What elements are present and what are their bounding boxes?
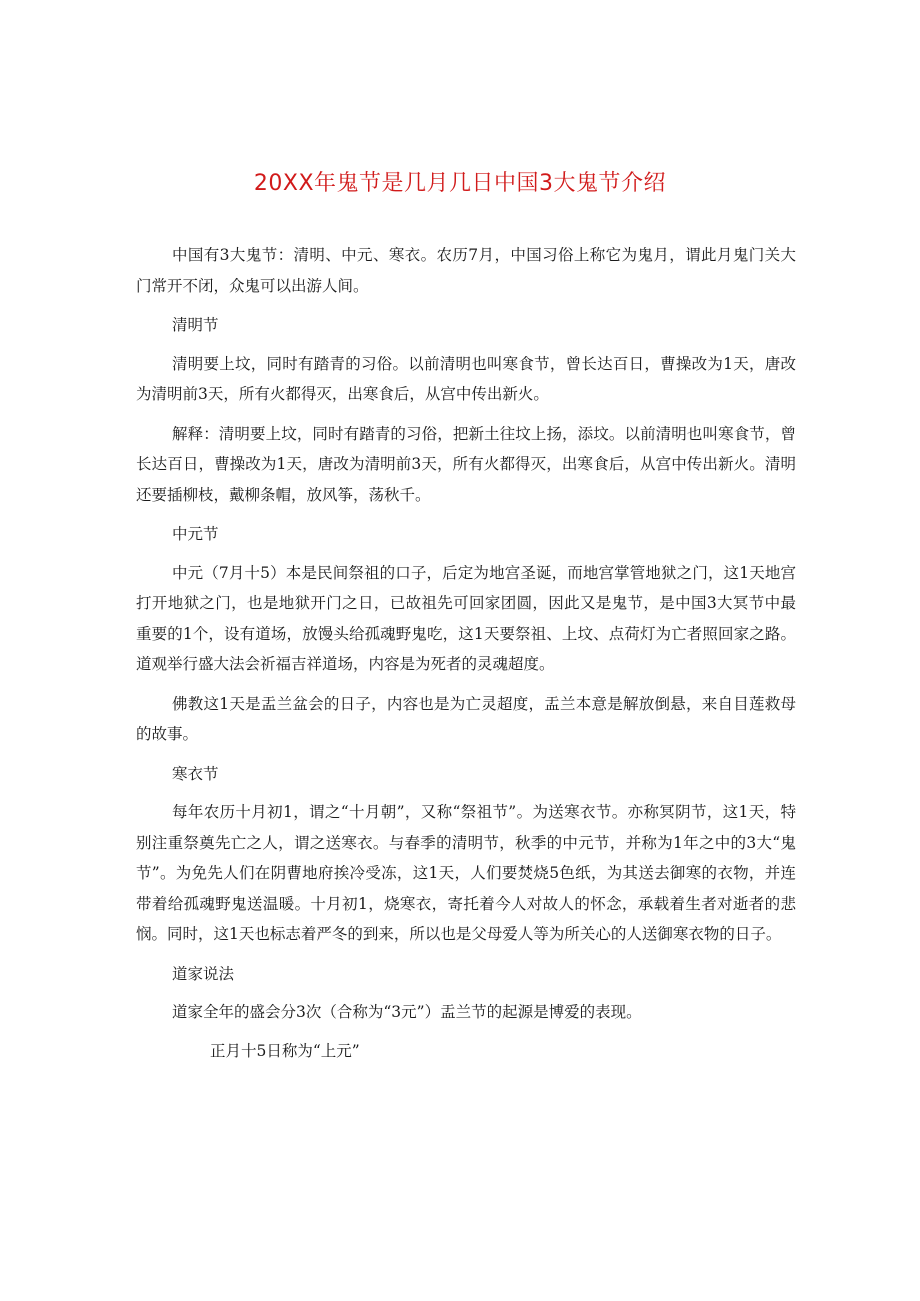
zhongyuan-paragraph: 中元（7月十5）本是民间祭祖的口子，后定为地宫圣诞，而地宫掌管地狱之门，这1天地宫打开地狱之门，也是地狱开门之日，已故祖先可回家团圆，因此又是鬼节，是中国3大冥节中最重要的1个，设有道场，放馒头给孤魂野鬼吃，这1天要祭祖、上坟、点荷灯为亡者照回家之路。道观举行盛大法会祈福吉祥道场，内容是为死者的灵魂超度。 <box>136 563 796 673</box>
document-title: 20XX年鬼节是几月几日中国3大鬼节介绍 <box>253 171 667 196</box>
section-heading-zhongyuan: 中元节 <box>172 525 219 543</box>
qingming-explanation-paragraph: 解释：清明要上坟，同时有踏青的习俗，把新土往坟上扬，添坟。以前清明也叫寒食节，曾长达百日，曹操改为1天，唐改为清明前3天，所有火都得灭，出寒食后，从宫中传出新火。清明还要插柳枝，戴柳条帽，放风筝，荡秋千。 <box>136 424 796 504</box>
taoist-paragraph: 道家全年的盛会分3次（合称为“3元”）盂兰节的起源是博爱的表现。 <box>172 1003 642 1021</box>
section-heading-hanyi: 寒衣节 <box>172 764 219 783</box>
buddhism-paragraph: 佛教这1天是盂兰盆会的日子，内容也是为亡灵超度，盂兰本意是解放倒悬，来自目莲救母的故事。 <box>136 694 796 743</box>
shangyuan-paragraph: 正月十5日称为“上元” <box>210 1041 360 1060</box>
intro-paragraph: 中国有3大鬼节：清明、中元、寒衣。农历7月，中国习俗上称它为鬼月，谓此月鬼门关大门常开不闭，众鬼可以出游人间。 <box>136 246 796 295</box>
section-heading-taoist: 道家说法 <box>172 964 235 983</box>
hanyi-paragraph: 每年农历十月初1，谓之“十月朝”，又称“祭祖节”。为送寒衣节。亦称冥阴节，这1天，特别注重祭奠先亡之人，谓之送寒衣。与春季的清明节，秋季的中元节，并称为1年之中的3大“鬼节”。为免先人们在阴曹地府挨冷受冻，这1天，人们要焚烧5色纸，为其送去御寒的衣物，并连带着给孤魂野鬼送温暖。十月初1，烧寒衣，寄托着今人对故人的怀念，承载着生者对逝者的悲悯。同时，这1天也标志着严冬的到来，所以也是父母爱人等为所关心的人送御寒衣物的日子。 <box>136 803 796 943</box>
section-heading-qingming: 清明节 <box>172 316 219 334</box>
qingming-paragraph: 清明要上坟，同时有踏青的习俗。以前清明也叫寒食节，曾长达百日，曹操改为1天，唐改为清明前3天，所有火都得灭，出寒食后，从宫中传出新火。 <box>136 354 796 403</box>
document-body <box>136 240 796 1074</box>
